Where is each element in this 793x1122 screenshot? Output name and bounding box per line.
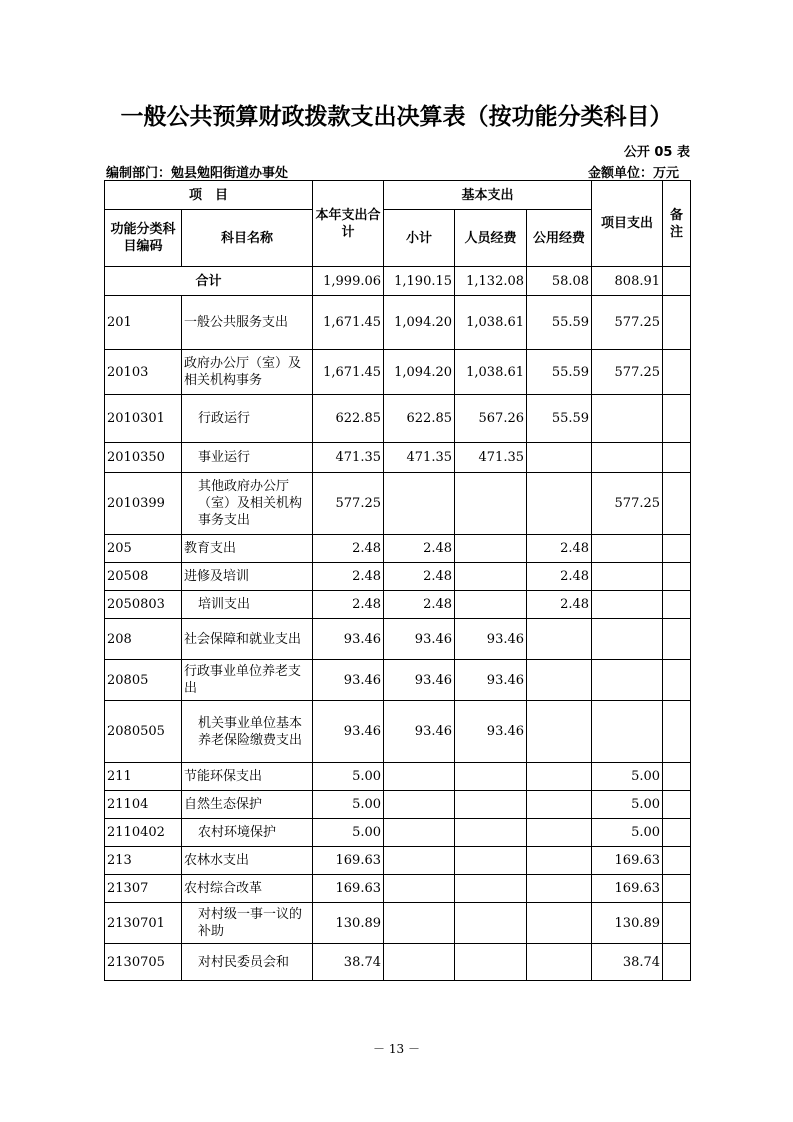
row-project: 577.25 [592, 473, 663, 535]
table-row [105, 903, 691, 944]
table-row [105, 395, 691, 443]
row-public [527, 763, 592, 791]
row-total: 169.63 [313, 875, 384, 903]
row-code: 213 [105, 847, 182, 875]
row-project [592, 443, 663, 473]
row-total: 577.25 [313, 473, 384, 535]
row-total: 38.74 [313, 944, 384, 981]
row-project: 130.89 [592, 903, 663, 944]
row-name: 农村综合改革 [182, 875, 313, 903]
row-code: 20508 [105, 563, 182, 591]
row-remark [663, 443, 691, 473]
row-code: 2050803 [105, 591, 182, 619]
row-remark [663, 875, 691, 903]
row-personnel [455, 473, 527, 535]
row-code: 211 [105, 763, 182, 791]
row-public [527, 791, 592, 819]
row-name: 自然生态保护 [182, 791, 313, 819]
table-row [105, 847, 691, 875]
row-public: 55.59 [527, 395, 592, 443]
row-project: 5.00 [592, 791, 663, 819]
row-public [527, 847, 592, 875]
row-name: 对村级一事一议的补助 [182, 903, 313, 944]
row-total: 1,671.45 [313, 296, 384, 350]
row-subtotal: 93.46 [384, 701, 455, 763]
row-public [527, 903, 592, 944]
row-personnel: 1,038.61 [455, 350, 527, 395]
table-row [105, 660, 691, 701]
row-total: 169.63 [313, 847, 384, 875]
table-row [105, 875, 691, 903]
row-name: 事业运行 [182, 443, 313, 473]
row-personnel: 567.26 [455, 395, 527, 443]
row-remark [663, 847, 691, 875]
page-title: 一般公共预算财政拨款支出决算表（按功能分类科目） [120, 104, 673, 130]
row-project: 577.25 [592, 296, 663, 350]
row-total: 622.85 [313, 395, 384, 443]
row-remark [663, 944, 691, 981]
header-name: 科目名称 [182, 210, 313, 267]
table-row [105, 443, 691, 473]
header-public: 公用经费 [527, 210, 592, 267]
row-code: 2010301 [105, 395, 182, 443]
row-name: 农村环境保护 [182, 819, 313, 847]
row-subtotal [384, 944, 455, 981]
row-subtotal: 93.46 [384, 660, 455, 701]
row-name: 农林水支出 [182, 847, 313, 875]
row-project: 169.63 [592, 847, 663, 875]
row-subtotal: 2.48 [384, 563, 455, 591]
row-total: 93.46 [313, 619, 384, 660]
row-name: 进修及培训 [182, 563, 313, 591]
row-name: 其他政府办公厅（室）及相关机构事务支出 [182, 473, 313, 535]
row-code: 20103 [105, 350, 182, 395]
row-remark [663, 296, 691, 350]
row-personnel [455, 847, 527, 875]
total-remark [663, 267, 691, 296]
row-name: 一般公共服务支出 [182, 296, 313, 350]
row-personnel: 93.46 [455, 660, 527, 701]
row-public: 55.59 [527, 350, 592, 395]
row-remark [663, 619, 691, 660]
row-personnel [455, 591, 527, 619]
header-project: 项目支出 [592, 181, 663, 267]
row-name: 行政事业单位养老支出 [182, 660, 313, 701]
row-name: 行政运行 [182, 395, 313, 443]
row-personnel [455, 791, 527, 819]
table-row [105, 563, 691, 591]
row-subtotal [384, 903, 455, 944]
row-public: 55.59 [527, 296, 592, 350]
row-project [592, 563, 663, 591]
total-label: 合计 [105, 267, 313, 296]
row-code: 2110402 [105, 819, 182, 847]
table-row [105, 535, 691, 563]
row-total: 2.48 [313, 563, 384, 591]
row-public [527, 660, 592, 701]
row-public [527, 443, 592, 473]
row-remark [663, 591, 691, 619]
row-remark [663, 660, 691, 701]
row-remark [663, 395, 691, 443]
row-name: 培训支出 [182, 591, 313, 619]
row-code: 2080505 [105, 701, 182, 763]
row-subtotal: 471.35 [384, 443, 455, 473]
row-total: 93.46 [313, 701, 384, 763]
header-subtotal: 小计 [384, 210, 455, 267]
table-row [105, 591, 691, 619]
row-code: 21307 [105, 875, 182, 903]
row-public: 2.48 [527, 563, 592, 591]
row-project: 38.74 [592, 944, 663, 981]
department-label: 编制部门：勉县勉阳街道办事处 [106, 166, 289, 181]
header-basic: 基本支出 [384, 181, 592, 210]
row-code: 20805 [105, 660, 182, 701]
row-name: 对村民委员会和 [182, 944, 313, 981]
total-total: 1,999.06 [313, 267, 384, 296]
row-remark [663, 903, 691, 944]
header-code: 功能分类科目编码 [105, 210, 182, 267]
row-project: 577.25 [592, 350, 663, 395]
header-item: 项 目 [105, 181, 313, 210]
row-subtotal: 2.48 [384, 535, 455, 563]
table-row [105, 819, 691, 847]
row-personnel: 93.46 [455, 701, 527, 763]
row-public: 2.48 [527, 591, 592, 619]
row-subtotal [384, 791, 455, 819]
row-total: 5.00 [313, 819, 384, 847]
row-personnel: 471.35 [455, 443, 527, 473]
row-project [592, 591, 663, 619]
row-subtotal: 1,094.20 [384, 296, 455, 350]
row-name: 节能环保支出 [182, 763, 313, 791]
row-project: 169.63 [592, 875, 663, 903]
row-public [527, 819, 592, 847]
row-remark [663, 763, 691, 791]
total-project: 808.91 [592, 267, 663, 296]
total-row [105, 267, 691, 296]
table-row [105, 944, 691, 981]
row-subtotal: 93.46 [384, 619, 455, 660]
row-code: 205 [105, 535, 182, 563]
row-total: 93.46 [313, 660, 384, 701]
row-name: 社会保障和就业支出 [182, 619, 313, 660]
row-subtotal [384, 819, 455, 847]
row-total: 5.00 [313, 763, 384, 791]
row-project [592, 535, 663, 563]
row-personnel [455, 875, 527, 903]
row-total: 130.89 [313, 903, 384, 944]
row-project [592, 619, 663, 660]
row-personnel [455, 944, 527, 981]
row-public [527, 701, 592, 763]
row-subtotal [384, 763, 455, 791]
table-row [105, 791, 691, 819]
row-code: 2010399 [105, 473, 182, 535]
row-code: 201 [105, 296, 182, 350]
row-project [592, 701, 663, 763]
row-project [592, 395, 663, 443]
row-personnel: 93.46 [455, 619, 527, 660]
row-name: 政府办公厅（室）及相关机构事务 [182, 350, 313, 395]
row-total: 471.35 [313, 443, 384, 473]
row-project: 5.00 [592, 763, 663, 791]
table-row [105, 763, 691, 791]
row-personnel: 1,038.61 [455, 296, 527, 350]
row-remark [663, 819, 691, 847]
row-remark [663, 473, 691, 535]
row-subtotal: 622.85 [384, 395, 455, 443]
row-remark [663, 350, 691, 395]
row-public [527, 619, 592, 660]
header-total: 本年支出合计 [313, 181, 384, 267]
row-subtotal [384, 875, 455, 903]
table-row [105, 619, 691, 660]
expenditure-table [104, 180, 691, 981]
row-subtotal: 2.48 [384, 591, 455, 619]
row-total: 1,671.45 [313, 350, 384, 395]
row-subtotal [384, 473, 455, 535]
row-project: 5.00 [592, 819, 663, 847]
row-name: 机关事业单位基本养老保险缴费支出 [182, 701, 313, 763]
header-personnel: 人员经费 [455, 210, 527, 267]
row-personnel [455, 903, 527, 944]
table-row [105, 701, 691, 763]
row-code: 21104 [105, 791, 182, 819]
row-project [592, 660, 663, 701]
page-number: － 13 － [373, 1042, 420, 1056]
total-subtotal: 1,190.15 [384, 267, 455, 296]
row-code: 2130705 [105, 944, 182, 981]
total-public: 58.08 [527, 267, 592, 296]
table-row [105, 350, 691, 395]
row-code: 208 [105, 619, 182, 660]
row-total: 5.00 [313, 791, 384, 819]
row-subtotal: 1,094.20 [384, 350, 455, 395]
row-public [527, 944, 592, 981]
unit-label: 金额单位：万元 [587, 166, 679, 181]
table-row [105, 473, 691, 535]
row-code: 2130701 [105, 903, 182, 944]
form-number: 公开 05 表 [623, 145, 690, 160]
row-personnel [455, 763, 527, 791]
row-public: 2.48 [527, 535, 592, 563]
row-subtotal [384, 847, 455, 875]
row-remark [663, 563, 691, 591]
header-remark: 备注 [663, 181, 691, 267]
row-code: 2010350 [105, 443, 182, 473]
row-remark [663, 791, 691, 819]
row-public [527, 473, 592, 535]
table-row [105, 296, 691, 350]
row-remark [663, 701, 691, 763]
total-personnel: 1,132.08 [455, 267, 527, 296]
row-public [527, 875, 592, 903]
row-personnel [455, 535, 527, 563]
row-remark [663, 535, 691, 563]
row-total: 2.48 [313, 591, 384, 619]
row-name: 教育支出 [182, 535, 313, 563]
row-personnel [455, 819, 527, 847]
row-personnel [455, 563, 527, 591]
row-total: 2.48 [313, 535, 384, 563]
